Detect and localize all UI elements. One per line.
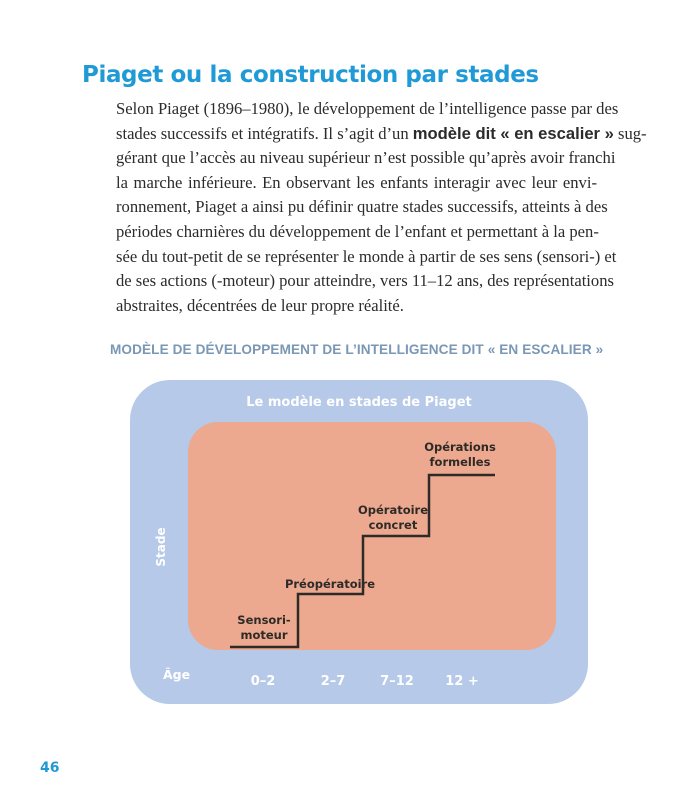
paragraph-line: abstraites, décentrées de leur propre réalité. <box>116 295 404 315</box>
model-diagram <box>130 380 588 704</box>
paragraph-line: stades successifs et intégratifs. Il s’agit d’un modèle dit « en escalier » sug- <box>116 123 647 143</box>
figure-caption: MODÈLE DE DÉVELOPPEMENT DE L’INTELLIGENCE DIT « EN ESCALIER » <box>110 342 604 357</box>
paragraph-line: périodes charnières du développement de l’enfant et permettant à la pen- <box>116 221 599 241</box>
staircase-line <box>130 380 588 704</box>
paragraph-line: gérant que l’accès au niveau supérieur n’est possible qu’après avoir franchi <box>116 148 616 168</box>
age-tick: 2–7 <box>320 674 346 689</box>
stage-concrete-operational: Opératoire concret <box>357 503 429 532</box>
y-axis-label: Stade <box>154 527 168 567</box>
paragraph-line: Selon Piaget (1896–1980), le développement de l’intelligence passe par des <box>116 99 619 118</box>
x-axis-label: Âge <box>163 667 191 682</box>
paragraph-line: de ses actions (-moteur) pour atteindre, vers 11–12 ans, des représentations <box>116 271 614 291</box>
page-title: Piaget ou la construction par stades <box>82 62 539 88</box>
paragraph-line: ronnement, Piaget a ainsi pu définir quatre stades successifs, atteints à des <box>116 197 608 217</box>
stage-formal-operations: Opérations formelles <box>424 440 496 469</box>
stage-preoperational: Préopératoire <box>284 577 376 591</box>
age-tick: 0–2 <box>250 674 276 689</box>
age-tick: 12 + <box>445 674 479 689</box>
stage-sensorimotor: Sensori- moteur <box>237 613 291 642</box>
model-title: Le modèle en stades de Piaget <box>246 395 472 410</box>
age-tick: 7–12 <box>380 674 414 689</box>
paragraph-line: sée du tout-petit de se représenter le monde à partir de ses sens (sensori-) et <box>116 246 617 266</box>
body-paragraph <box>116 97 647 318</box>
paragraph-line: la marche inférieure. En observant les enfants interagir avec leur envi- <box>116 172 597 192</box>
page-number: 46 <box>40 760 60 776</box>
bold-term: modèle dit « en escalier » <box>412 123 614 143</box>
